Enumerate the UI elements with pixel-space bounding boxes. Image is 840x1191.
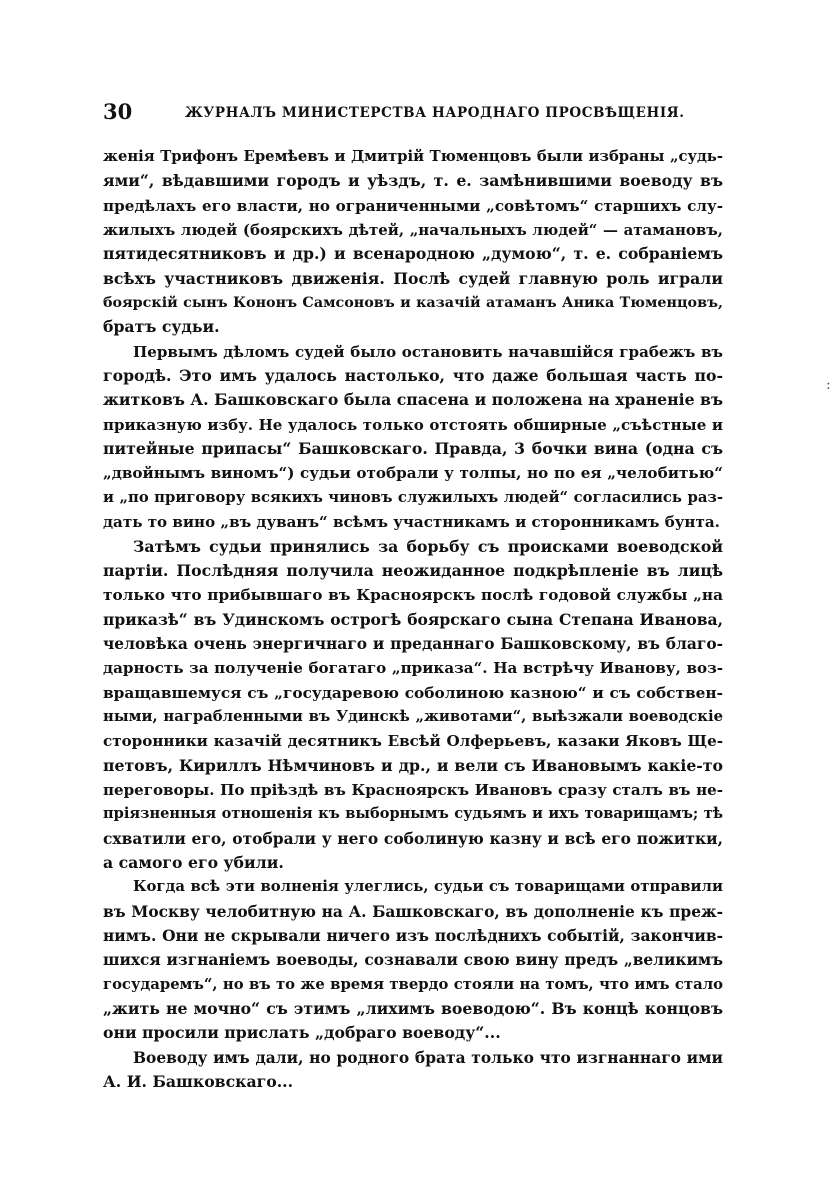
- text-line: женія Трифонъ Еремѣевъ и Дмитрій Тюменцовъ были избраны „судь-: [103, 148, 723, 165]
- page-number: 30: [103, 99, 133, 124]
- text-line: дать то вино „въ дуванъ“ всѣмъ участникамъ и сторонникамъ бунта.: [103, 513, 720, 532]
- text-line: дарность за полученіе богатаго „приказа“. На встрѣчу Иванову, воз-: [103, 659, 723, 678]
- text-line: ными, награбленными въ Удинскѣ „животами“, выѣзжали воеводскіе: [103, 707, 723, 725]
- text-line: партіи. Послѣдняя получила неожиданное подкрѣпленіе въ лицѣ: [103, 560, 723, 580]
- text-line: только что прибывшаго въ Красноярскъ послѣ годовой службы „на: [103, 586, 723, 605]
- text-line: въ Москву челобитную на А. Башковскаго, въ дополненіе къ преж-: [103, 902, 723, 921]
- text-line: житковъ А. Башковскаго была спасена и положена на храненіе въ: [103, 390, 723, 410]
- text-line: а самого его убили.: [103, 852, 284, 872]
- text-line: „жить не мочно“ съ этимъ „лихимъ воеводою“. Въ концѣ концовъ: [103, 999, 723, 1019]
- text-line: Затѣмъ судьи принялись за борьбу съ происками воеводской: [133, 536, 723, 556]
- text-line: питейные припасы“ Башковскаго. Правда, 3 бочки вина (одна съ: [103, 439, 723, 459]
- page-header: [103, 100, 723, 124]
- body-text: [103, 145, 723, 1094]
- text-line: городѣ. Это имъ удалось настолько, что даже большая часть по-: [103, 366, 723, 386]
- text-line: они просили прислать „добраго воеводу“...: [103, 1023, 501, 1043]
- text-line: приказѣ“ въ Удинскомъ острогѣ боярскаго сына Степана Иванова,: [103, 609, 723, 629]
- text-line: человѣка очень энергичнаго и преданнаго Башковскому, въ благо-: [103, 634, 723, 653]
- text-line: вращавшемуся съ „государевою соболиною казною“ и съ собствен-: [103, 683, 723, 702]
- text-line: нимъ. Они не скрывали ничего изъ послѣднихъ событій, закончив-: [103, 927, 723, 945]
- text-line: шихся изгнаніемъ воеводы, сознавали свою вину предъ „великимъ: [103, 951, 723, 970]
- text-line: Воеводу имъ дали, но родного брата только что изгнаннаго ими: [133, 1047, 723, 1067]
- text-line: Когда всѣ эти волненія улеглись, судьи съ товарищами отправили: [133, 878, 723, 896]
- text-line: Первымъ дѣломъ судей было остановить начавшійся грабежъ въ: [133, 342, 723, 361]
- running-title: ЖУРНАЛЪ МИНИСТЕРСТВА НАРОДНАГО ПРОСВѢЩЕНІЯ.: [185, 105, 685, 121]
- text-line: переговоры. По пріѣздѣ въ Красноярскъ Ивановъ сразу сталъ въ не-: [103, 780, 723, 799]
- text-line: сторонники казачій десятникъ Евсѣй Олферьевъ, казаки Яковъ Ще-: [103, 732, 723, 751]
- text-line: пятидесятниковъ и др.) и всенародною „думою“, т. е. собраніемъ: [103, 244, 723, 264]
- text-line: жилыхъ людей (боярскихъ дѣтей, „начальныхъ людей“ — атамановъ,: [103, 221, 723, 240]
- margin-mark: :: [826, 377, 831, 393]
- text-line: государемъ“, но въ то же время твердо стояли на томъ, что имъ стало: [103, 975, 723, 993]
- text-line: братъ судьи.: [103, 317, 220, 337]
- text-line: А. И. Башковскаго...: [103, 1072, 294, 1092]
- text-line: „двойнымъ виномъ“) судьи отобрали у толпы, но по ея „челобитью“: [103, 464, 723, 483]
- text-line: предѣлахъ его власти, но ограниченными „совѣтомъ“ старшихъ слу-: [103, 196, 723, 215]
- text-line: всѣхъ участниковъ движенія. Послѣ судей главную роль играли: [103, 268, 723, 288]
- text-line: схватили его, отобрали у него соболиную казну и всѣ его пожитки,: [103, 828, 723, 848]
- text-line: приказную избу. Не удалось только отстоять обширные „съѣстные и: [103, 415, 723, 434]
- text-line: и „по приговору всякихъ чиновъ служилыхъ людей“ согласились раз-: [103, 488, 723, 506]
- text-line: ями“, вѣдавшими городъ и уѣздъ, т. е. замѣнившими воеводу въ: [103, 171, 723, 191]
- text-line: пріязненныя отношенія къ выборнымъ судьямъ и ихъ товарищамъ; тѣ: [103, 805, 723, 823]
- text-line: боярскій сынъ Кононъ Самсоновъ и казачій атаманъ Аника Тюменцовъ,: [103, 295, 723, 312]
- text-line: петовъ, Кириллъ Нѣмчиновъ и др., и вели съ Ивановымъ какіе-то: [103, 755, 723, 775]
